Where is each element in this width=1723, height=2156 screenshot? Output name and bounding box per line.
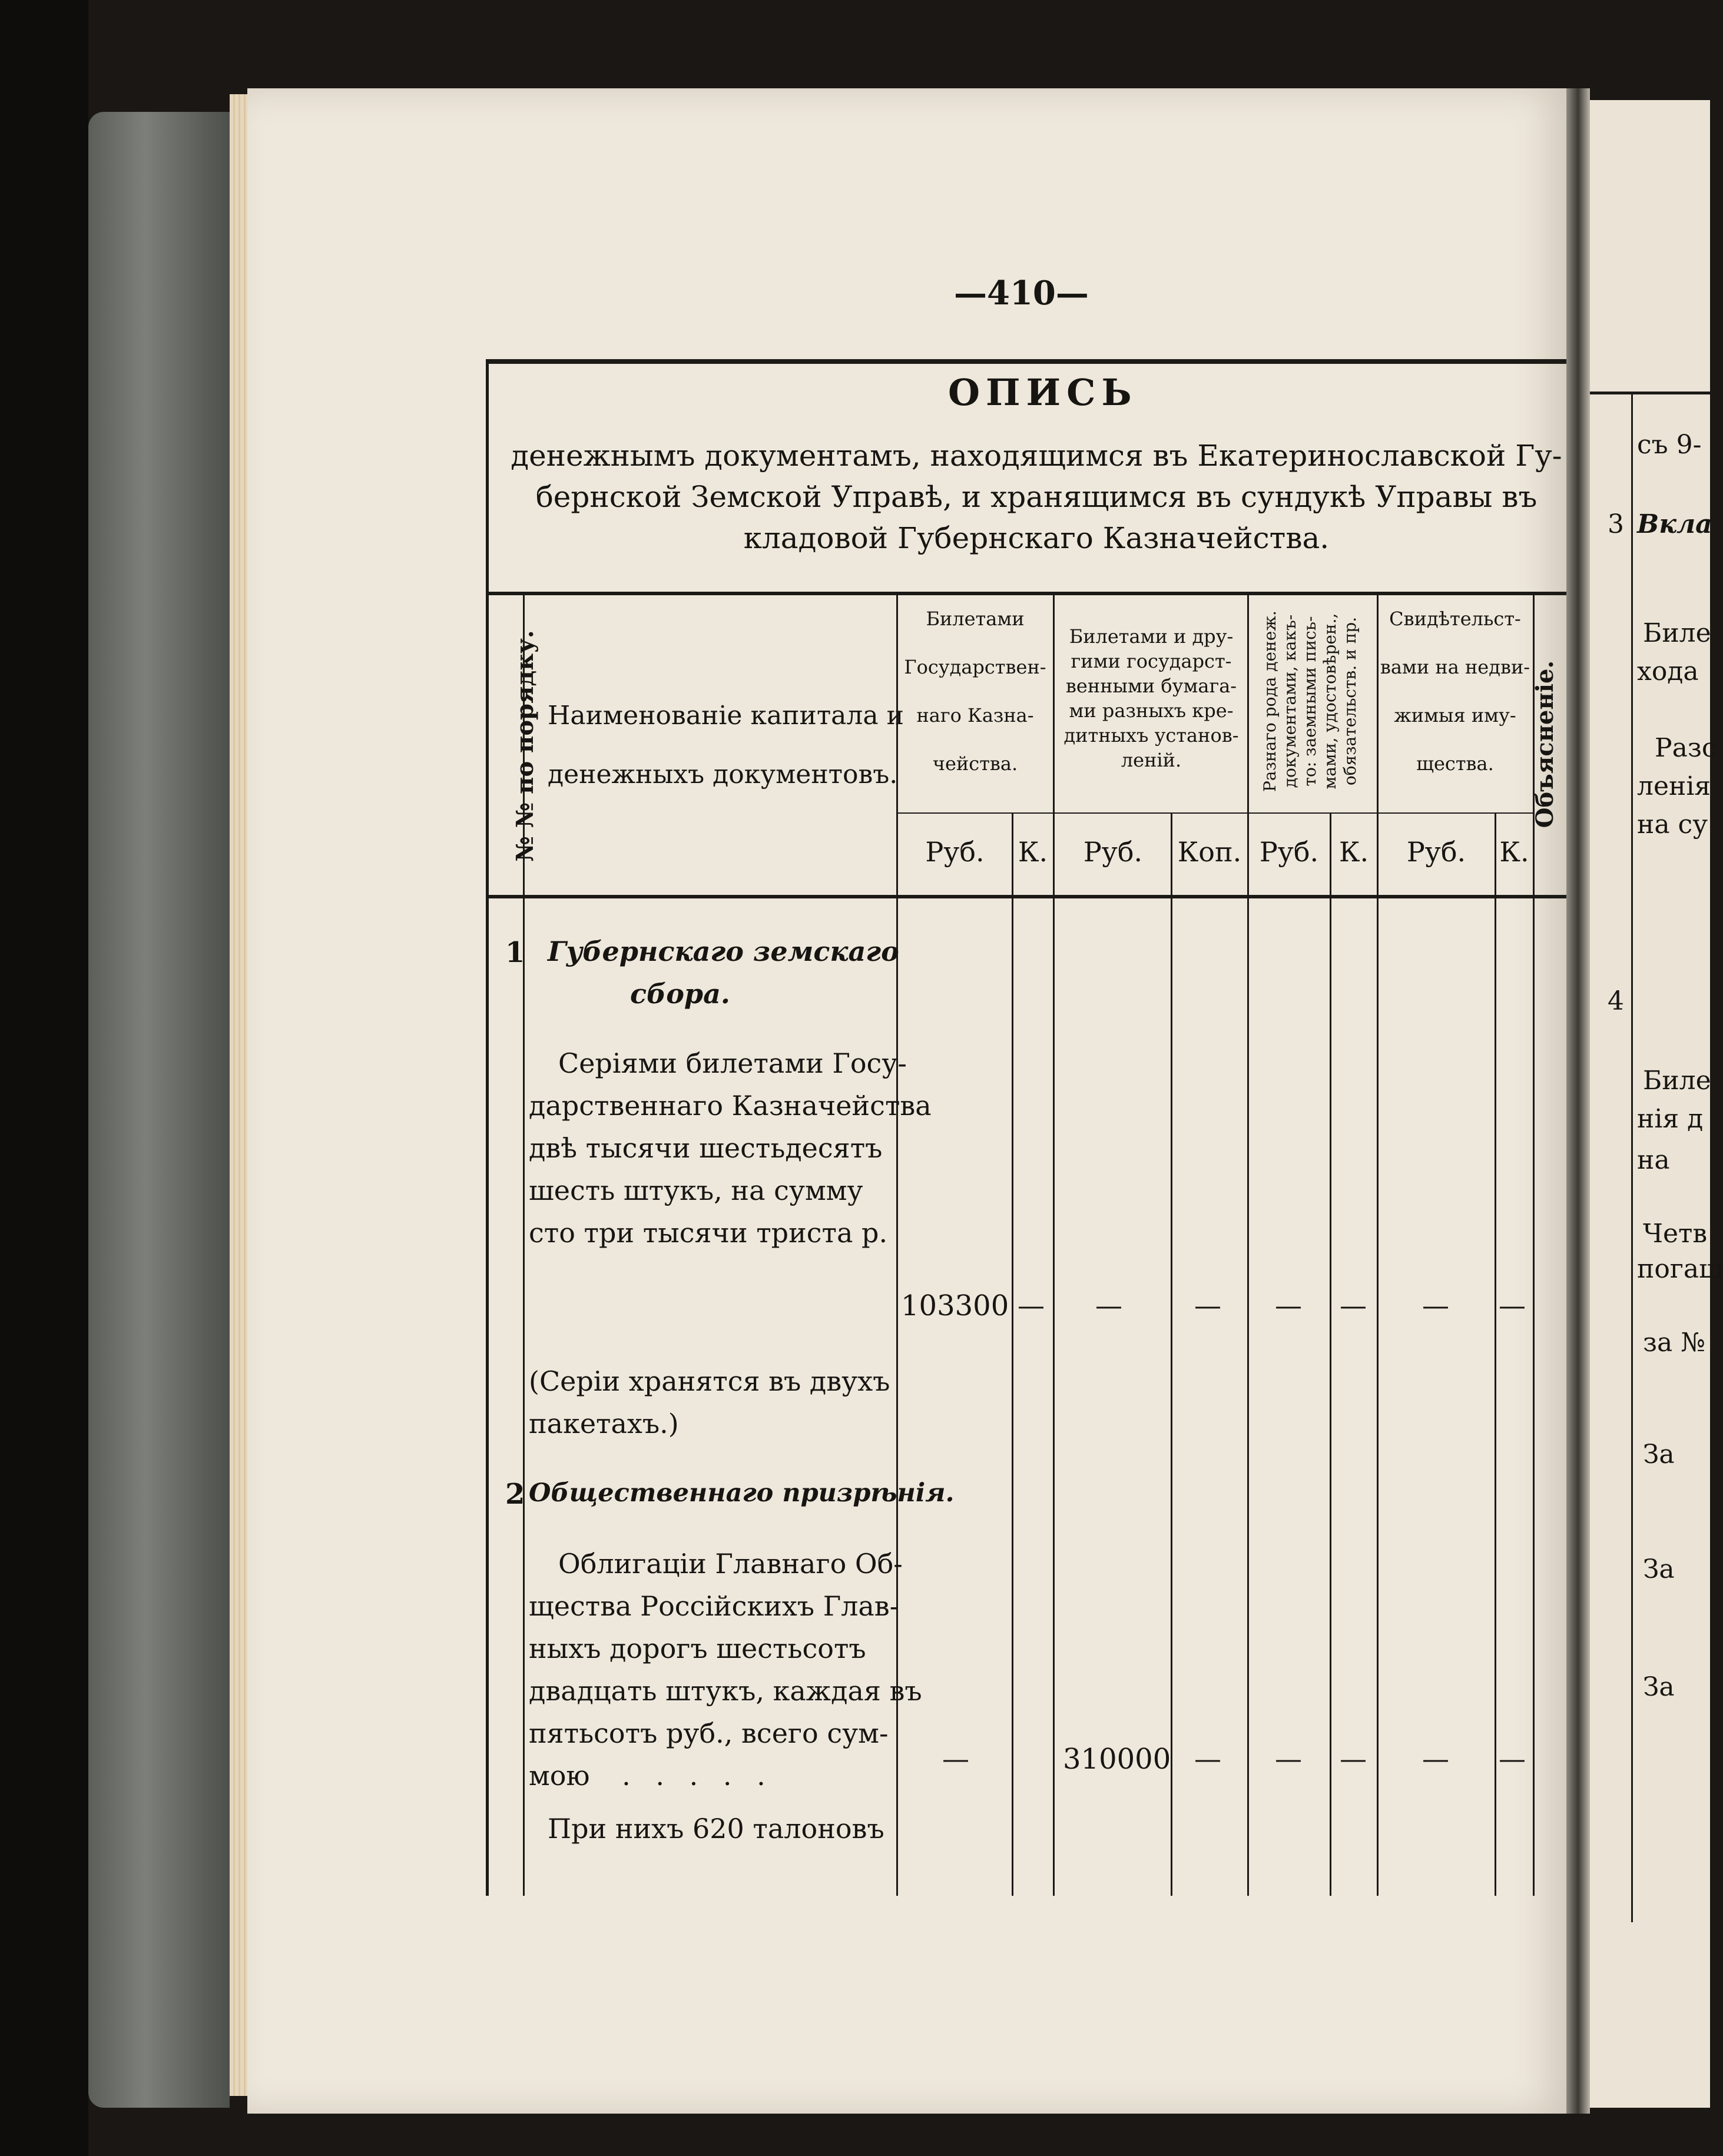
row-2-dash: — <box>1194 1743 1221 1774</box>
unit-treasury-rub: Руб. <box>925 836 985 868</box>
facing-text: нія д <box>1637 1104 1704 1134</box>
row-2-note: При нихъ 620 талоновъ <box>548 1813 884 1845</box>
row-1-text-line: Серіями билетами Госу- <box>558 1047 907 1079</box>
row-1-number: 1 <box>505 936 525 969</box>
unit-other-kop: Коп. <box>1177 836 1242 868</box>
header-number: № № по порядку. <box>511 630 539 862</box>
header-other-line: дитныхъ установ- <box>1063 724 1239 747</box>
col-divider-treasury-kop <box>1012 812 1013 1896</box>
row-2-dash: — <box>1499 1743 1526 1774</box>
header-treasury-line: Билетами <box>926 608 1025 630</box>
header-estate-line: жимыя иму- <box>1394 704 1516 727</box>
row-2-text-line: ныхъ дорогъ шестьсотъ <box>529 1633 866 1664</box>
facing-text: на су <box>1637 810 1708 840</box>
facing-page-rule <box>1590 392 1710 394</box>
col-divider-other <box>1247 595 1249 1896</box>
col-divider-other-kop <box>1171 812 1172 1896</box>
row-2-other-rub: 310000 <box>1063 1743 1171 1776</box>
row-1-text-line: сто три тысячи триста р. <box>529 1217 888 1249</box>
row-1-dash: — <box>1499 1289 1526 1321</box>
header-estate-line: Свидѣтельст- <box>1389 608 1521 630</box>
header-various-3: то: заемными пись- <box>1300 616 1320 787</box>
header-explanation: Объясненіе. <box>1531 660 1559 828</box>
facing-text: Биле <box>1643 618 1711 648</box>
row-1-note-line: (Серіи хранятся въ двухъ <box>529 1365 890 1397</box>
row-1-text-line: дарственнаго Казначейства <box>529 1090 932 1122</box>
unit-estate-kop: К. <box>1499 836 1529 868</box>
row-2-text-line: пятьсотъ руб., всего сум- <box>529 1717 889 1749</box>
header-other-line: венными бумага- <box>1065 675 1237 697</box>
header-other-line: леній. <box>1121 749 1182 771</box>
header-treasury-line: Государствен- <box>904 656 1046 678</box>
row-1-dash: — <box>1194 1289 1221 1321</box>
facing-text: за № <box>1643 1328 1705 1358</box>
header-name-line-2: денежныхъ документовъ. <box>548 759 898 790</box>
row-1-treasury-rub: 103300 <box>901 1289 1009 1322</box>
top-rule <box>486 359 1566 364</box>
row-2-number: 2 <box>505 1478 525 1511</box>
header-various-2: документами, какъ- <box>1280 614 1300 788</box>
row-2-dash: — <box>1275 1743 1302 1774</box>
subtitle-line-2: бернской Земской Управѣ, и хранящимся въ сундукѣ Управы въ <box>535 480 1538 514</box>
header-treasury-line: чейства. <box>932 752 1018 775</box>
facing-text: За <box>1643 1439 1675 1470</box>
facing-text: Четв <box>1643 1219 1708 1249</box>
subtitle-line-1: денежнымъ документамъ, находящимся въ Екатеринославской Гу- <box>511 439 1562 473</box>
header-top-rule <box>486 592 1566 595</box>
book-spine <box>88 112 230 2108</box>
col-divider-estate-kop <box>1495 812 1496 1896</box>
header-name-line-1: Наименованіе капитала и <box>548 701 904 731</box>
header-other-papers <box>1055 624 1247 772</box>
row-2-dash: — <box>1422 1743 1449 1774</box>
facing-text: хода <box>1637 656 1699 686</box>
facing-text: 4 <box>1608 986 1624 1016</box>
row-1-heading-line: Губернскаго земскаго <box>548 936 899 967</box>
unit-various-rub: Руб. <box>1259 836 1319 868</box>
col-divider-treasury <box>1053 595 1055 1896</box>
facing-text: За <box>1643 1554 1675 1584</box>
facing-text: погаш <box>1637 1254 1723 1284</box>
facing-page-border <box>1631 392 1633 1922</box>
facing-text: Биле <box>1643 1066 1711 1096</box>
facing-text: съ 9- <box>1637 430 1702 460</box>
row-1-note <box>529 1360 890 1445</box>
row-2-text-line: Облигаціи Главнаго Об- <box>558 1548 903 1580</box>
row-1-text-line: двѣ тысячи шестьдесятъ <box>529 1132 883 1164</box>
row-2-text-line: двадцать штукъ, каждая въ <box>529 1675 922 1707</box>
facing-text: Вкла <box>1637 509 1712 539</box>
row-1-heading-line: сбора. <box>630 978 730 1010</box>
header-bottom-rule <box>486 895 1566 898</box>
facing-text: За <box>1643 1672 1675 1702</box>
facing-text: Разс <box>1655 733 1717 763</box>
book-gutter <box>1566 88 1590 2114</box>
row-1-text-line: шесть штукъ, на сумму <box>529 1175 863 1206</box>
unit-various-kop: К. <box>1338 836 1369 868</box>
header-treasury <box>898 606 1052 776</box>
row-1-note-line: пакетахъ.) <box>529 1408 679 1439</box>
row-1-dash: — <box>1095 1289 1122 1321</box>
unit-other-rub: Руб. <box>1083 836 1143 868</box>
col-divider-various-kop <box>1330 812 1331 1896</box>
row-1-dash: — <box>1422 1289 1449 1321</box>
row-2-text-last <box>529 1754 922 1797</box>
row-2-text-line: щества Россійскихъ Глав- <box>529 1590 899 1622</box>
row-2-ellipsis: . . . . . <box>622 1760 774 1792</box>
facing-text: ленія <box>1637 771 1711 801</box>
subtitle-line-3: кладовой Губернскаго Казначейства. <box>743 521 1330 555</box>
row-2-dash: — <box>1340 1743 1367 1774</box>
header-real-estate <box>1378 606 1532 776</box>
row-1-dash: — <box>1275 1289 1302 1321</box>
header-estate-line: вами на недви- <box>1380 656 1530 678</box>
row-1-heading <box>548 930 899 1015</box>
row-2-heading: Общественнаго призрѣнія. <box>529 1478 955 1508</box>
page-number: —410— <box>954 274 1089 313</box>
facing-text: на <box>1637 1145 1670 1175</box>
header-other-line: Билетами и дру- <box>1069 625 1234 648</box>
book-page <box>247 88 1566 2114</box>
row-2-dash: — <box>942 1743 969 1774</box>
header-other-line: ми разныхъ кре- <box>1069 699 1234 722</box>
header-various-5: обязательств. и пр. <box>1340 616 1360 786</box>
background-dark <box>0 0 88 2156</box>
col-divider-various <box>1377 595 1379 1896</box>
row-1-text <box>529 1042 932 1254</box>
facing-page-fragment <box>1590 100 1723 2108</box>
header-treasury-line: наго Казна- <box>916 704 1034 727</box>
header-other-line: гими государст- <box>1071 650 1232 672</box>
row-1-dash: — <box>1018 1289 1045 1321</box>
row-2-text-line: мою <box>529 1760 590 1792</box>
row-1-dash: — <box>1340 1289 1367 1321</box>
header-various-4: мами, удостовѣрен., <box>1320 613 1340 790</box>
units-rule <box>896 812 1533 814</box>
document-title: ОПИСЬ <box>948 371 1138 414</box>
unit-treasury-kop: К. <box>1018 836 1048 868</box>
outer-left-border <box>486 359 489 1896</box>
header-various-1: Разнаго рода денеж. <box>1260 611 1280 792</box>
header-estate-line: щества. <box>1416 752 1494 775</box>
unit-estate-rub: Руб. <box>1406 836 1466 868</box>
facing-text: 3 <box>1608 509 1624 539</box>
row-2-text <box>529 1543 922 1797</box>
